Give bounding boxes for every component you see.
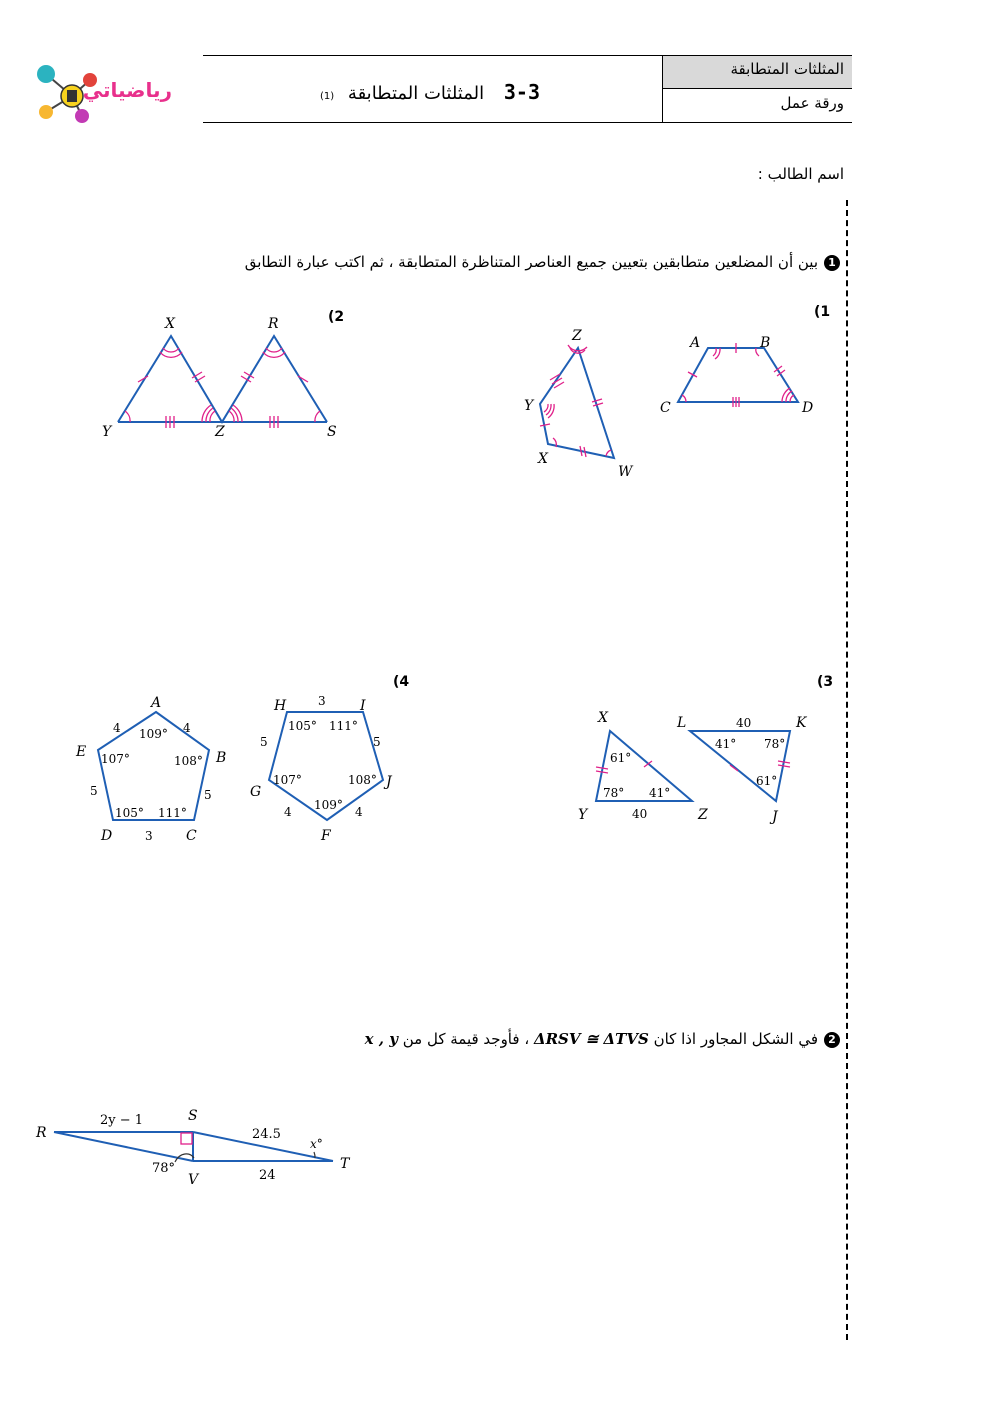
fig2-label-S: S: [327, 424, 337, 440]
question-1-text: بين أن المضلعين متطابقين بتعيين جميع العناصر المتناظرة المتطابقة ، ثم اكتب عبارة التطابق: [244, 253, 818, 271]
fig1-label-C: B: [760, 335, 771, 351]
question-2-text-middle: ، فأوجد قيمة كل من: [402, 1030, 530, 1048]
figure-q2: [30, 1100, 370, 1195]
fig2-label-X: X: [165, 316, 175, 332]
fig1-label-Y: Y: [524, 398, 534, 414]
fig4-side-FJ: 4: [355, 805, 363, 819]
question-2-math: ΔRSV ≅ ΔTVS: [533, 1030, 649, 1048]
header-topic: المثلثات المتطابقة: [730, 60, 844, 78]
question-2-vars: x , y: [364, 1030, 398, 1048]
fig4-label-D: D: [101, 828, 113, 844]
fig3-label-Z: Z: [698, 807, 708, 823]
q2-label-V: V: [188, 1172, 199, 1188]
fig1-label-Z: Z: [572, 328, 582, 344]
student-name-label: اسم الطالب :: [757, 165, 844, 183]
fig4-angle-A: 109°: [139, 727, 168, 741]
fig4-label-A: A: [151, 695, 162, 711]
fig4-angle-F: 109°: [314, 798, 343, 812]
fig4-side-AB: 4: [183, 721, 191, 735]
part-1-label: (1: [814, 304, 831, 320]
figure-3: [570, 705, 820, 830]
question-2: [200, 1030, 840, 1048]
fig4-angle-E: 107°: [101, 752, 130, 766]
logo: [32, 58, 172, 128]
fig4-side-BC: 5: [204, 788, 212, 802]
fig3-label-Y: Y: [578, 807, 588, 823]
part-4-label: (4: [393, 674, 410, 690]
fig2-label-R: R: [268, 316, 279, 332]
fig4-side-DC: 3: [145, 829, 153, 843]
fig4-angle-G: 107°: [273, 773, 302, 787]
fig3-label-K: K: [796, 715, 807, 731]
fig2-label-Z: Z: [215, 424, 225, 440]
question-2-text-prefix: في الشكل المجاور اذا كان: [653, 1030, 818, 1048]
fig4-label-B: B: [216, 750, 227, 766]
header-bottom-rule: [203, 122, 852, 123]
fig4-side-AE: 4: [113, 721, 121, 735]
fig4-label-H: H: [274, 698, 287, 714]
fig3-value-40-left: 40: [632, 807, 648, 821]
fig1-label-A: C: [660, 400, 671, 416]
q2-label-S: S: [188, 1108, 198, 1124]
fig4-label-J: J: [386, 774, 392, 790]
fig3-value-61-right: 61°: [756, 774, 778, 788]
fig3-label-J: J: [772, 809, 778, 825]
fig4-side-IJ: 5: [373, 735, 381, 749]
part-2-label: (2: [328, 309, 345, 325]
fig3-label-L: L: [677, 715, 687, 731]
fig1-label-X: X: [538, 451, 548, 467]
q2-label-R: R: [36, 1125, 47, 1141]
q2-side-RS: 2y − 1: [100, 1113, 144, 1128]
header-sheet-type: ورقة عمل: [780, 94, 844, 112]
header-divider: [662, 55, 663, 123]
fig4-angle-H: 105°: [288, 719, 317, 733]
figure-1: [510, 320, 830, 490]
title-sub: (1): [320, 91, 335, 102]
q2-label-T: T: [340, 1156, 350, 1172]
page-title: [260, 80, 600, 104]
fig1-label-D: D: [802, 400, 814, 416]
fig4-label-C: C: [186, 828, 197, 844]
part-3-label: (3: [817, 674, 834, 690]
fig3-value-41-left: 41°: [649, 786, 671, 800]
fig4-side-HI: 3: [318, 694, 326, 708]
q2-angle-T: x°: [310, 1137, 323, 1151]
fig4-label-I: I: [360, 698, 366, 714]
fig2-label-Y: Y: [102, 424, 112, 440]
fig1-label-W: W: [618, 464, 633, 480]
q2-side-VT: 24: [259, 1168, 276, 1183]
margin-dashed-line: [846, 200, 848, 1340]
figure-2: [98, 312, 348, 442]
fig4-side-GF: 4: [284, 805, 292, 819]
fig4-label-G: G: [250, 784, 262, 800]
figure-4: [70, 690, 410, 850]
title-text: المثلثات المتطابقة: [347, 83, 485, 104]
fig3-value-41-right: 41°: [715, 737, 737, 751]
fig3-value-78-right: 78°: [764, 737, 786, 751]
fig4-angle-B: 108°: [174, 754, 203, 768]
question-1: [150, 253, 840, 271]
fig4-side-ED: 5: [90, 784, 98, 798]
title-number: 3-3: [503, 80, 540, 104]
fig4-label-E: E: [76, 744, 87, 760]
question-1-bullet: 1: [824, 255, 840, 271]
fig1-label-B: A: [690, 335, 701, 351]
question-2-bullet: 2: [824, 1032, 840, 1048]
q2-angle-V: 78°: [152, 1161, 176, 1176]
fig4-side-HG: 5: [260, 735, 268, 749]
logo-text: رياضياتي: [82, 78, 172, 102]
fig3-value-78-left: 78°: [603, 786, 625, 800]
fig3-value-40-right: 40: [736, 716, 752, 730]
fig4-angle-J: 108°: [348, 773, 377, 787]
fig4-angle-D: 105°: [115, 806, 144, 820]
fig3-value-61-left: 61°: [610, 751, 632, 765]
fig4-label-F: F: [321, 828, 331, 844]
q2-side-ST: 24.5: [252, 1127, 281, 1142]
fig3-label-X: X: [598, 710, 608, 726]
fig4-angle-C: 111°: [158, 806, 187, 820]
fig4-angle-I: 111°: [329, 719, 358, 733]
